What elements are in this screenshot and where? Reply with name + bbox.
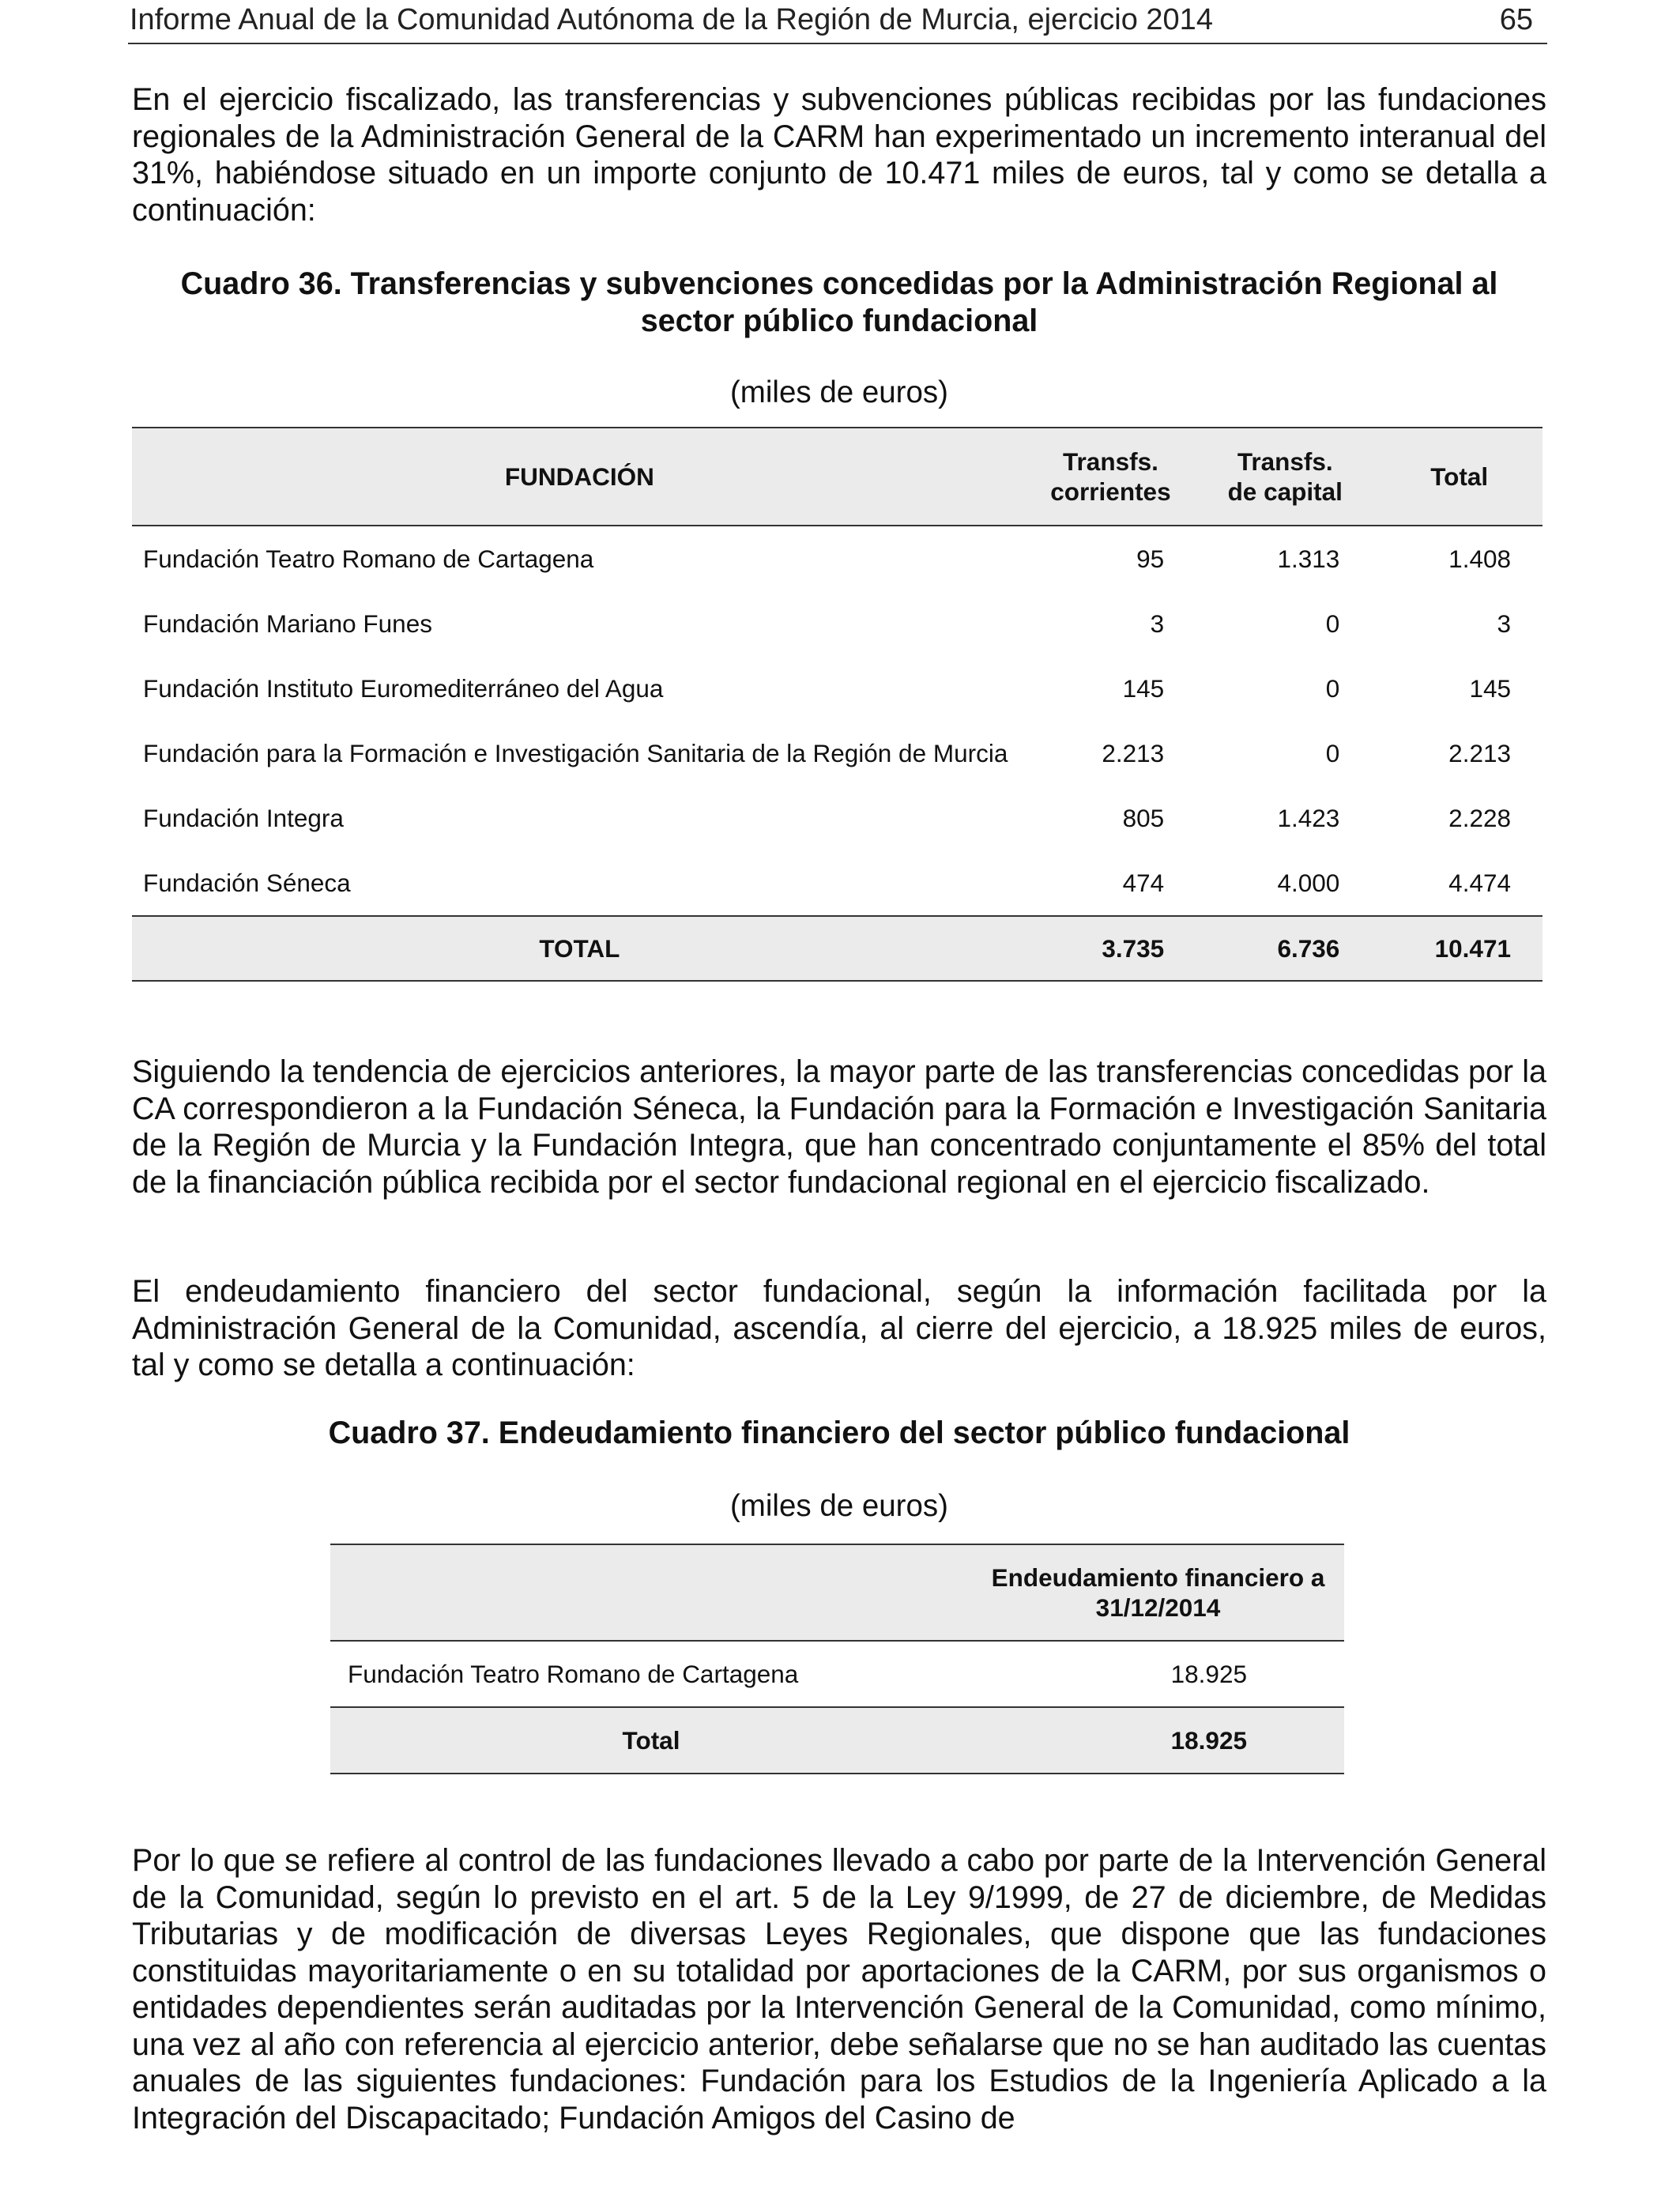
row-name: Fundación Instituto Euromediterráneo del Agua bbox=[143, 673, 664, 703]
table36-header-corrientes-l1: Transfs. bbox=[1063, 447, 1158, 476]
paragraph-trend: Siguiendo la tendencia de ejercicios anteriores, la mayor parte de las transferencias concedidas por la CA correspondieron a la Fundación Séneca, la Fundación para la Formación e Investigación Sanitaria de la Región de Murcia y la Fundación Integra, que han concentrado conjuntamente el 85% del total de la financiación pública recibida por el sector fundacional regional en el ejercicio fiscalizado. bbox=[132, 1054, 1546, 1200]
row-capital: 1.423 bbox=[1277, 803, 1340, 832]
table37-units: (miles de euros) bbox=[729, 1489, 948, 1523]
table36-header-corrientes-l2: corrientes bbox=[1050, 477, 1171, 506]
table37-header-name bbox=[330, 1544, 972, 1641]
total-value: 18.925 bbox=[972, 1707, 1344, 1774]
paragraph-transfers-intro: En el ejercicio fiscalizado, las transferencias y subvenciones públicas recibidas por las fundaciones regionales de la Administración General de la CARM han experimentado un incremento interanual del 31%, habiéndose situado en un importe conjunto de 10.471 miles de euros, tal y como se detalla a continuación: bbox=[132, 82, 1546, 228]
total-label: Total bbox=[330, 1707, 972, 1774]
table-row bbox=[132, 656, 1543, 721]
table36-header-capital bbox=[1194, 428, 1376, 526]
total-corrientes: 3.735 bbox=[1027, 916, 1194, 981]
table37-debt bbox=[330, 1544, 1344, 1774]
row-capital: 0 bbox=[1325, 609, 1340, 638]
total-total: 10.471 bbox=[1376, 916, 1543, 981]
table37-header-row bbox=[330, 1544, 1344, 1641]
total-capital: 6.736 bbox=[1194, 916, 1376, 981]
row-total: 145 bbox=[1469, 673, 1511, 703]
row-name: Fundación Teatro Romano de Cartagena bbox=[143, 544, 594, 573]
table37-header-value bbox=[972, 1544, 1344, 1641]
paragraph-audit-control: Por lo que se refiere al control de las fundaciones llevado a cabo por parte de la Intervención General de la Comunidad, según lo previsto en el art. 5 de la Ley 9/1999, de 27 de diciembre, de Medidas Tributarias y de modificación de diversas Leyes Regionales, que dispone que las fundaciones constituidas mayoritariamente o en su totalidad por aportaciones de la CARM, por sus organismos o entidades dependientes serán auditadas por la Intervención General de la Comunidad, como mínimo, una vez al año con referencia al ejercicio anterior, debe señalarse que no se han auditado las cuentas anuales de las siguientes fundaciones: Fundación para los Estudios de la Ingeniería Aplicado a la Integración del Discapacitado; Fundación Amigos del Casino de bbox=[132, 1843, 1546, 2136]
row-corrientes: 805 bbox=[1122, 803, 1165, 832]
table36-caption: Cuadro 36. Transferencias y subvenciones concedidas por la Administración Regional al sector público fundacional bbox=[180, 266, 1498, 338]
row-capital: 0 bbox=[1325, 738, 1340, 767]
row-value: 18.925 bbox=[1170, 1659, 1247, 1688]
table-row bbox=[132, 526, 1543, 591]
table-row bbox=[132, 850, 1543, 916]
table36-header-fundacion: FUNDACIÓN bbox=[132, 428, 1027, 526]
table36-header-corrientes bbox=[1027, 428, 1194, 526]
row-name: Fundación Teatro Romano de Cartagena bbox=[348, 1659, 799, 1688]
row-name: Fundación para la Formación e Investigación Sanitaria de la Región de Murcia bbox=[143, 738, 1008, 767]
row-capital: 4.000 bbox=[1277, 868, 1340, 897]
row-total: 3 bbox=[1497, 609, 1511, 638]
table36-header-total: Total bbox=[1376, 428, 1543, 526]
table37-header-value-l1: Endeudamiento financiero a bbox=[991, 1563, 1325, 1592]
table-row bbox=[132, 591, 1543, 656]
row-name: Fundación Mariano Funes bbox=[143, 609, 432, 638]
table36-header-capital-l2: de capital bbox=[1227, 477, 1343, 506]
row-total: 2.228 bbox=[1448, 803, 1511, 832]
row-corrientes: 2.213 bbox=[1102, 738, 1165, 767]
table36-header-capital-l1: Transfs. bbox=[1237, 447, 1333, 476]
row-corrientes: 95 bbox=[1136, 544, 1165, 573]
row-total: 4.474 bbox=[1448, 868, 1511, 897]
row-total: 1.408 bbox=[1448, 544, 1511, 573]
total-label: TOTAL bbox=[132, 916, 1027, 981]
table36-transfers bbox=[132, 427, 1543, 982]
table36-units: (miles de euros) bbox=[729, 375, 948, 409]
row-capital: 0 bbox=[1325, 673, 1340, 703]
running-header bbox=[128, 0, 1547, 44]
page-number: 65 bbox=[1499, 3, 1533, 36]
table37-caption: Cuadro 37. Endeudamiento financiero del sector público fundacional bbox=[328, 1416, 1350, 1450]
report-title: Informe Anual de la Comunidad Autónoma de la Región de Murcia, ejercicio 2014 bbox=[130, 3, 1213, 36]
table-row bbox=[132, 721, 1543, 786]
table-row bbox=[330, 1641, 1344, 1707]
row-corrientes: 474 bbox=[1122, 868, 1165, 897]
row-capital: 1.313 bbox=[1277, 544, 1340, 573]
row-name: Fundación Séneca bbox=[143, 868, 351, 897]
row-total: 2.213 bbox=[1448, 738, 1511, 767]
table36-total-row bbox=[132, 916, 1543, 981]
row-corrientes: 3 bbox=[1150, 609, 1165, 638]
row-name: Fundación Integra bbox=[143, 803, 344, 832]
table36-header-row bbox=[132, 428, 1543, 526]
row-corrientes: 145 bbox=[1122, 673, 1165, 703]
paragraph-debt-intro: El endeudamiento financiero del sector fundacional, según la información facilitada por la Administración General de la Comunidad, ascendía, al cierre del ejercicio, a 18.925 miles de euros, tal y como se detalla a continuación: bbox=[132, 1274, 1546, 1382]
table37-header-value-l2: 31/12/2014 bbox=[1095, 1593, 1221, 1622]
table-row bbox=[132, 786, 1543, 850]
table37-total-row bbox=[330, 1707, 1344, 1774]
